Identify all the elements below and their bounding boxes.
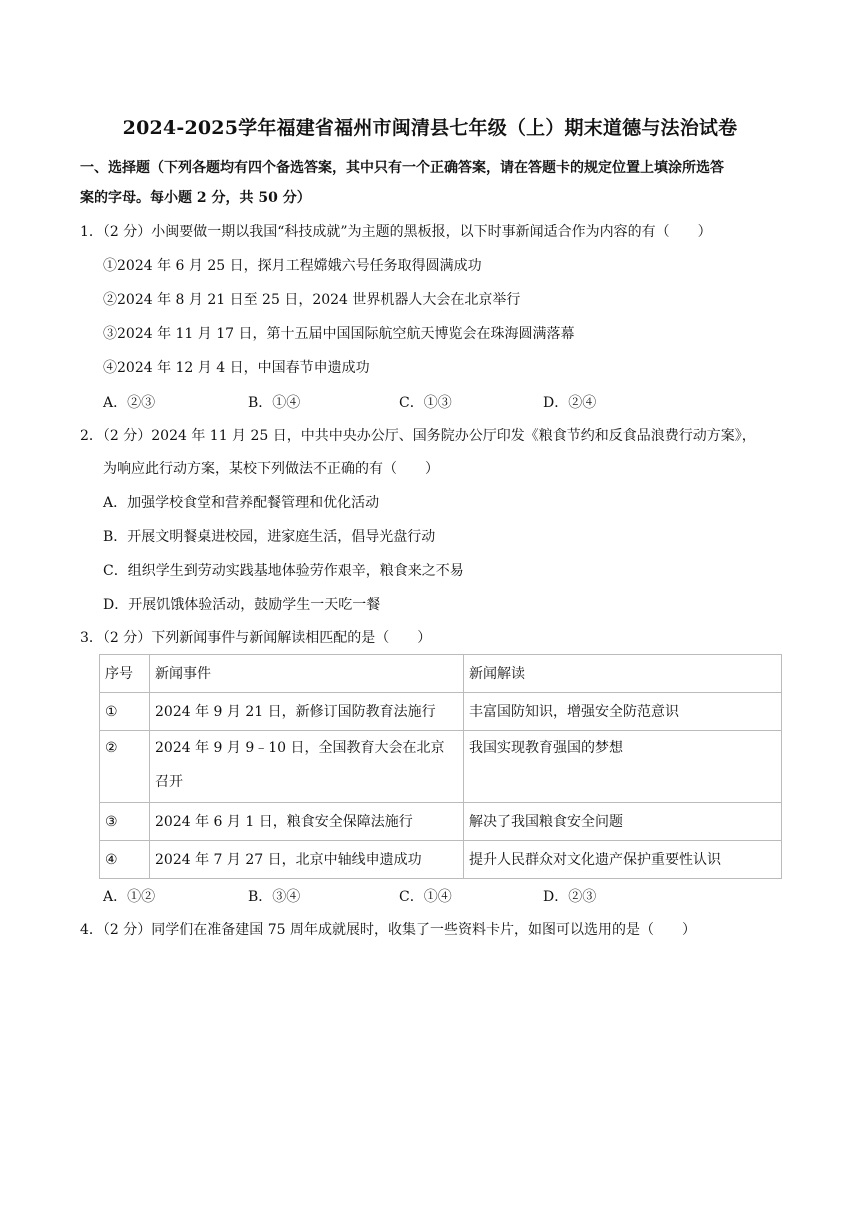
q3-stem: 3．（2 分）下列新闻事件与新闻解读相匹配的是（ ） — [80, 630, 432, 646]
table-header-cell: 序号 — [100, 655, 150, 693]
q1-item-2: ②2024 年 8 月 21 日至 25 日，2024 世界机器人大会在北京举行 — [103, 292, 521, 308]
news-table — [99, 654, 782, 879]
q1-item-1: ①2024 年 6 月 25 日，探月工程嫦娥六号任务取得圆满成功 — [103, 258, 482, 274]
q2-option-d: D．开展饥饿体验活动，鼓励学生一天吃一餐 — [103, 597, 381, 613]
table-cell: ① — [100, 693, 150, 731]
q1-item-4: ④2024 年 12 月 4 日，中国春节申遗成功 — [103, 360, 370, 376]
q1-option-b: B．①④ — [248, 395, 301, 411]
table-cell: 2024 年 9 月 9﹣10 日，全国教育大会在北京召开 — [150, 731, 464, 803]
exam-title: 2024-2025学年福建省福州市闽清县七年级（上）期末道德与法治试卷 — [122, 117, 738, 139]
table-row — [100, 693, 782, 731]
table-header-cell: 新闻事件 — [150, 655, 464, 693]
section-heading-line2: 案的字母。每小题 2 分，共 50 分） — [80, 190, 311, 206]
q1-stem: 1．（2 分）小闽要做一期以我国“科技成就”为主题的黑板报，以下时事新闻适合作为内容的有（ ） — [80, 224, 712, 240]
table-cell: ④ — [100, 841, 150, 879]
q2-stem-line1: 2．（2 分）2024 年 11 月 25 日，中共中央办公厅、国务院办公厅印发《粮食节约和反食品浪费行动方案》， — [80, 428, 756, 444]
q2-option-a: A．加强学校食堂和营养配餐管理和优化活动 — [103, 495, 380, 511]
table-cell: 解决了我国粮食安全问题 — [464, 803, 782, 841]
q1-option-c: C．①③ — [399, 395, 452, 411]
q2-stem-line2: 为响应此行动方案，某校下列做法不正确的有（ ） — [103, 461, 439, 477]
q1-item-3: ③2024 年 11 月 17 日，第十五届中国国际航空航天博览会在珠海圆满落幕 — [103, 326, 575, 342]
section-heading-line1: 一、选择题（下列各题均有四个备选答案，其中只有一个正确答案，请在答题卡的规定位置上填涂所选答 — [80, 160, 724, 176]
q1-option-a: A．②③ — [103, 395, 156, 411]
table-row — [100, 731, 782, 803]
table-cell: 提升人民群众对文化遗产保护重要性认识 — [464, 841, 782, 879]
q3-option-c: C．①④ — [399, 889, 452, 905]
table-header-row — [100, 655, 782, 693]
q2-option-c: C．组织学生到劳动实践基地体验劳作艰辛，粮食来之不易 — [103, 563, 464, 579]
q3-option-a: A．①② — [103, 889, 156, 905]
q4-stem: 4．（2 分）同学们在准备建国 75 周年成就展时，收集了一些资料卡片，如图可以选用的是（ ） — [80, 922, 696, 938]
table-cell: 2024 年 7 月 27 日，北京中轴线申遗成功 — [150, 841, 464, 879]
table-cell: 丰富国防知识，增强安全防范意识 — [464, 693, 782, 731]
table-cell: ② — [100, 731, 150, 803]
table-header-cell: 新闻解读 — [464, 655, 782, 693]
q3-option-b: B．③④ — [248, 889, 301, 905]
table-cell: 2024 年 6 月 1 日，粮食安全保障法施行 — [150, 803, 464, 841]
table-cell: ③ — [100, 803, 150, 841]
table-row — [100, 841, 782, 879]
table-cell: 2024 年 9 月 21 日，新修订国防教育法施行 — [150, 693, 464, 731]
q1-option-d: D．②④ — [543, 395, 597, 411]
q3-option-d: D．②③ — [543, 889, 597, 905]
table-row — [100, 803, 782, 841]
table-cell: 我国实现教育强国的梦想 — [464, 731, 782, 803]
q2-option-b: B．开展文明餐桌进校园，进家庭生活，倡导光盘行动 — [103, 529, 436, 545]
